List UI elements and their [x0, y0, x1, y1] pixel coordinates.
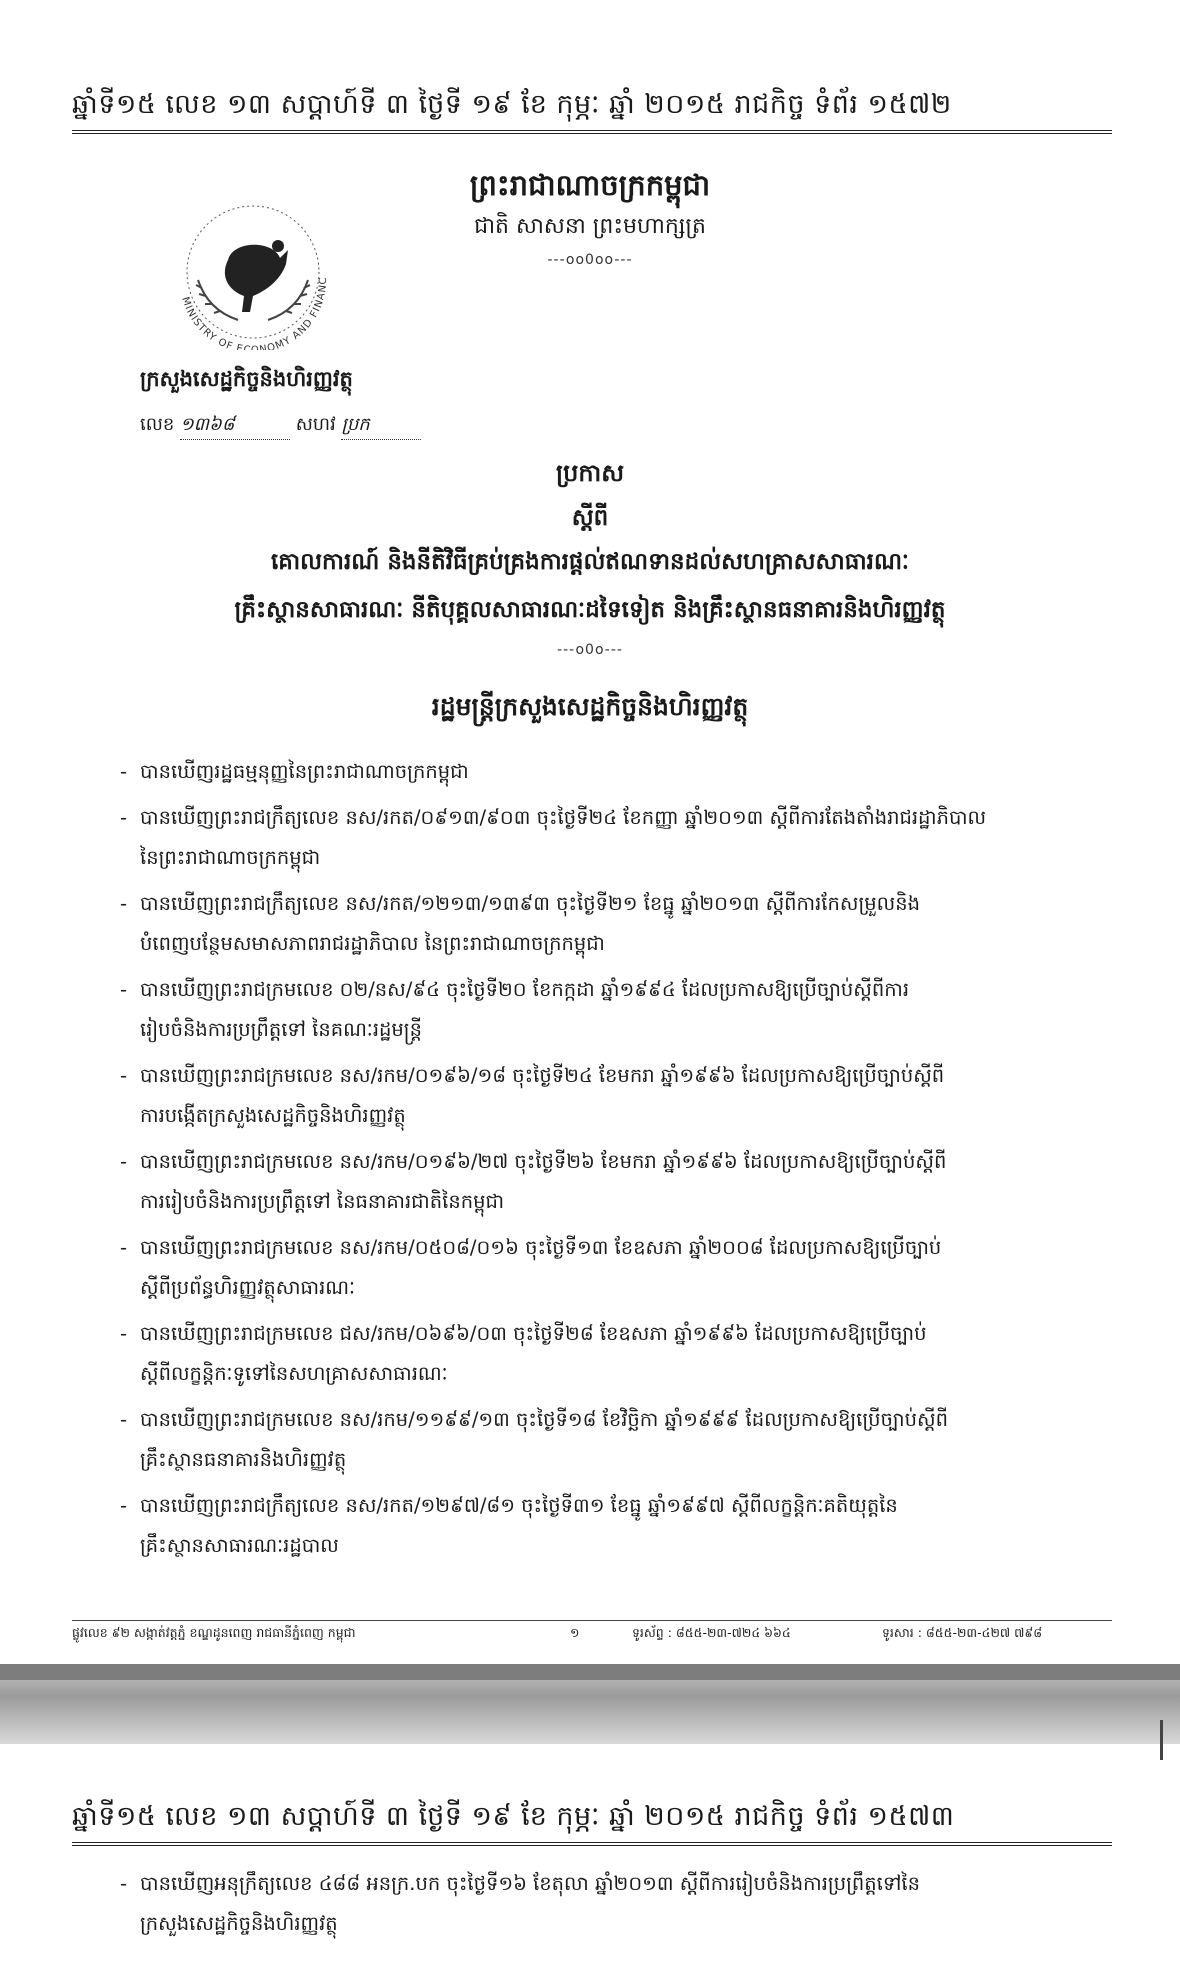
ministry-seal-icon: [158, 200, 348, 350]
about-label: ស្តីពី: [571, 504, 609, 531]
list-item: - បានឃើញព្រះរាជក្រឹត្យលេខ នស/រកត/១២៩៧/៨១ ចុះថ្ងៃទី៣១ ខែធ្នូ ឆ្នាំ១៩៩៧ ស្តីពីលក្ខន្តិកៈគតិយុត្តនៃ គ្រឹះស្ថានសាធារណៈរដ្ឋបាល: [120, 1494, 898, 1557]
ref-suffix: ប្រក: [341, 412, 421, 440]
head-rule-page2: [72, 1842, 1112, 1846]
list-item: - បានឃើញព្រះរាជក្រឹត្យលេខ នស/រកត/០៩១៣/៩០៣ ចុះថ្ងៃទី២៤ ខែកញ្ញា ឆ្នាំ២០១៣ ស្តីពីការតែងតាំងរាជរដ្ឋាភិបាល នៃព្រះរាជាណាចក្រកម្ពុជា: [120, 806, 987, 869]
list-item: - បានឃើញព្រះរាជក្រឹត្យលេខ នស/រកត/១២១៣/១៣៩៣ ចុះថ្ងៃទី២១ ខែធ្នូ ឆ្នាំ២០១៣ ស្តីពីការកែសម្រួលនិង បំពេញបន្ថែមសមាសភាពរាជរដ្ឋាភិបាល នៃព្រះរាជាណាចក្រកម្ពុជា: [120, 892, 920, 955]
footer-address: ផ្លូវលេខ ៩២ សង្កាត់វត្តភ្នំ ខណ្ឌដូនពេញ រាជធានីភ្នំពេញ កម្ពុជា: [72, 1625, 356, 1640]
running-head-page2: ឆ្នាំទី១៥ លេខ ១៣ សប្តាហ៍ទី ៣ ថ្ងៃទី ១៩ ខែ កុម្ភៈ ឆ្នាំ ២០១៥ រាជកិច្ច ទំព័រ ១៥៧៣: [72, 1801, 955, 1832]
reference-line: [140, 412, 421, 440]
seal-text: MINISTRY OF E NOMY AND FINANC: [179, 276, 330, 350]
running-head: ឆ្នាំទី១៥ លេខ ១៣ សប្តាហ៍ទី ៣ ថ្ងៃទី ១៩ ខែ កុម្ភៈ ឆ្នាំ ២០១៥ រាជកិច្ច ទំព័រ ១៥៧២: [72, 89, 952, 120]
list-item: - បានឃើញព្រះរាជក្រមលេខ ជស/រកម/០៦៩៦/០៣ ចុះថ្ងៃទី២៨ ខែឧសភា ឆ្នាំ១៩៩៦ ដែលប្រកាសឱ្យប្រើច្បាប់ ស្តីពីលក្ខន្តិកៈទូទៅនៃសហគ្រាសសាធារណៈ: [120, 1322, 927, 1385]
list-item: - បានឃើញព្រះរាជក្រមលេខ នស/រកម/០៥០៨/០១៦ ចុះថ្ងៃទី១៣ ខែឧសភា ឆ្នាំ២០០៨ ដែលប្រកាសឱ្យប្រើច្បាប់ ស្តីពីប្រព័ន្ធហិរញ្ញវត្ថុសាធារណៈ: [120, 1236, 942, 1299]
issuing-authority: រដ្ឋមន្ត្រីក្រសួងសេដ្ឋកិច្ចនិងហិរញ្ញវត្ថុ: [431, 692, 749, 721]
ref-label: លេខ: [140, 414, 175, 435]
subject-line-2: គ្រឹះស្ថានសាធារណៈ នីតិបុគ្គលសាធារណៈដទៃទៀត និងគ្រឹះស្ថានធនាគារនិងហិរញ្ញវត្ថុ: [234, 596, 946, 623]
ref-number: ១៣៦៨: [180, 412, 290, 440]
recitals-list: [120, 752, 1060, 1572]
list-item: - បានឃើញរដ្ឋធម្មនុញ្ញនៃព្រះរាជាណាចក្រកម្ពុជា: [120, 760, 469, 783]
list-item: - បានឃើញអនុក្រឹត្យលេខ ៤៨៨ អនក្រ.បក ចុះថ្ងៃទី១៦ ខែតុលា ឆ្នាំ២០១៣ ស្តីពីការរៀបចំនិងការប្រព្រឹត្តទៅនៃ ក្រសួងសេដ្ឋកិច្ចនិងហិរញ្ញវត្ថុ: [120, 1872, 920, 1935]
list-item: - បានឃើញព្រះរាជក្រមលេខ នស/រកម/១១៩៩/១៣ ចុះថ្ងៃទី១៨ ខែវិច្ឆិកា ឆ្នាំ១៩៩៩ ដែលប្រកាសឱ្យប្រើច្បាប់ស្តីពី គ្រឹះស្ថានធនាគារនិងហិរញ្ញវត្ថុ: [120, 1408, 948, 1471]
footer-page-number: ១: [570, 1625, 580, 1640]
list-item: - បានឃើញព្រះរាជក្រមលេខ នស/រកម/០១៩៦/២៧ ចុះថ្ងៃទី២៦ ខែមករា ឆ្នាំ១៩៩៦ ដែលប្រកាសឱ្យប្រើច្បាប់ស្តីពី ការរៀបចំនិងការប្រព្រឹត្តទៅ នៃធនាគារជាតិនៃកម្ពុជា: [120, 1150, 947, 1213]
recitals-list-page2: [120, 1864, 1060, 1950]
ministry-name: ក្រសួងសេដ្ឋកិច្ចនិងហិរញ្ញវត្ថុ: [140, 367, 353, 391]
ornament: ---oo0oo---: [547, 252, 633, 268]
page-footer: [72, 1620, 1112, 1640]
scan-page-gap: [0, 1664, 1180, 1744]
list-item: - បានឃើញព្រះរាជក្រមលេខ នស/រកម/០១៩៦/១៨ ចុះថ្ងៃទី២៤ ខែមករា ឆ្នាំ១៩៩៦ ដែលប្រកាសឱ្យប្រើច្បាប់ស្តីពី ការបង្កើតក្រសួងសេដ្ឋកិច្ចនិងហិរញ្ញវត្ថុ: [120, 1064, 945, 1127]
head-rule: [72, 130, 1112, 134]
list-item: - បានឃើញព្រះរាជក្រមលេខ ០២/នស/៩៤ ចុះថ្ងៃទី២០ ខែកក្កដា ឆ្នាំ១៩៩៤ ដែលប្រកាសឱ្យប្រើច្បាប់ស្តីពីការ រៀបចំនិងការប្រព្រឹត្តទៅ នៃគណៈរដ្ឋមន្ត្រី: [120, 978, 910, 1041]
national-motto: ជាតិ សាសនា ព្រះមហាក្សត្រ: [474, 214, 706, 239]
subject-line-1: គោលការណ៍ និងនីតិវិធីគ្រប់គ្រងការផ្តល់ឥណទានដល់សហគ្រាសសាធារណៈ: [270, 548, 910, 575]
ornament-2: ---o0o---: [557, 642, 623, 658]
footer-phone: ទូរស័ព្ទ : ៨៥៥-២៣-៧២៤ ៦៦៤: [632, 1625, 791, 1640]
kingdom-title: ព្រះរាជាណាចក្រកម្ពុជា: [469, 168, 711, 202]
document-type: ប្រកាស: [555, 458, 625, 487]
footer-fax: ទូរសារ : ៨៥៥-២៣-៤២៧ ៧៩៨: [882, 1625, 1043, 1640]
ref-suffix-label: សហវ: [295, 414, 336, 435]
scan-edge: [1160, 1720, 1163, 1760]
